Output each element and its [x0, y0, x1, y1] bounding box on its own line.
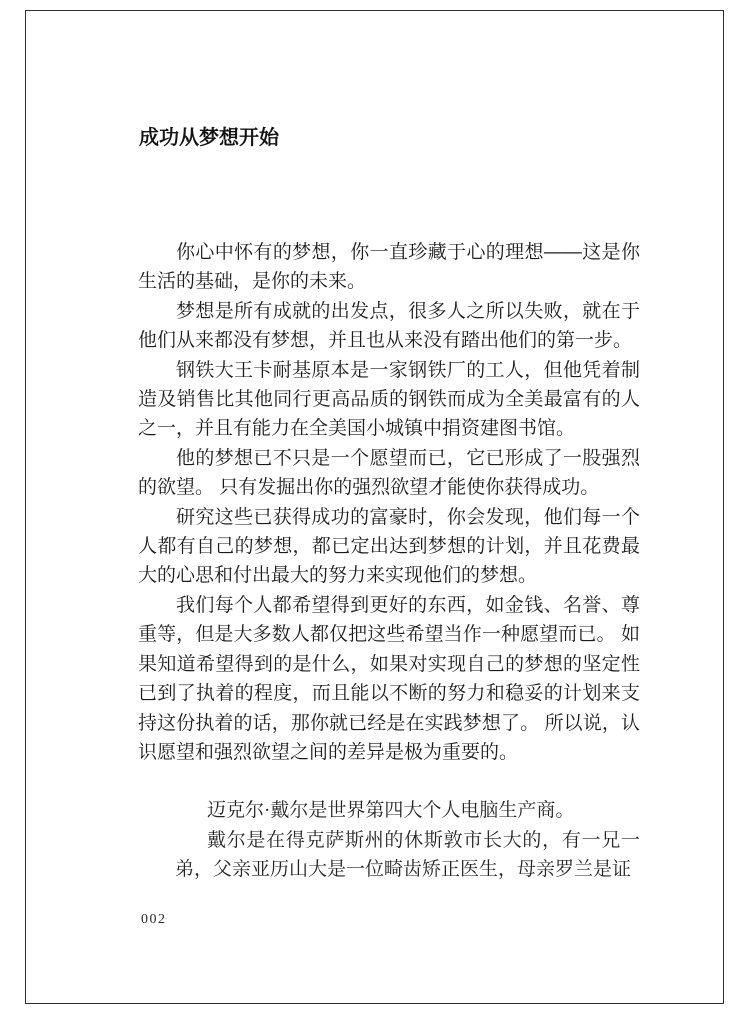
paragraph-5: 研究这些已获得成功的富豪时，你会发现，他们每一个人都有自己的梦想，都已定出达到梦想的计划，并且花费最大的心思和付出最大的努力来实现他们的梦想。	[138, 506, 640, 587]
chapter-title: 成功从梦想开始	[139, 127, 279, 149]
paragraph-2: 梦想是所有成就的出发点，很多人之所以失败，就在于他们从来都没有梦想，并且也从来没有踏出他们的第一步。	[138, 300, 640, 352]
body-text	[138, 238, 640, 885]
quote-paragraph-2: 戴尔是在得克萨斯州的休斯敦市长大的，有一兄一弟，父亲亚历山大是一位畸齿矫正医生，母亲罗兰是证	[175, 829, 640, 881]
paragraph-6: 我们每个人都希望得到更好的东西，如金钱、名誉、尊重等，但是大多数人都仅把这些希望当作一种愿望而已。 如果知道希望得到的是什么，如果对实现自己的梦想的坚定性已到了执着的程度，而且能以不断的努力和稳妥的计划来支持这份执着的话，那你就已经是在实践梦想了。 所以说，认识愿望和强烈欲望之间的差异是极为重要的。	[138, 594, 640, 763]
paragraph-3: 钢铁大王卡耐基原本是一家钢铁厂的工人，但他凭着制造及销售比其他同行更高品质的钢铁而成为全美最富有的人之一，并且有能力在全美国小城镇中捐资建图书馆。	[138, 359, 640, 440]
page-number: 002	[141, 912, 167, 927]
paragraph-4: 他的梦想已不只是一个愿望而已，它已形成了一股强烈的欲望。 只有发掘出你的强烈欲望才能使你获得成功。	[138, 447, 640, 499]
paragraph-1: 你心中怀有的梦想，你一直珍藏于心的理想——这是你生活的基础，是你的未来。	[138, 242, 640, 293]
quote-block	[175, 796, 640, 884]
quote-paragraph-1: 迈克尔·戴尔是世界第四大个人电脑生产商。	[207, 800, 575, 822]
